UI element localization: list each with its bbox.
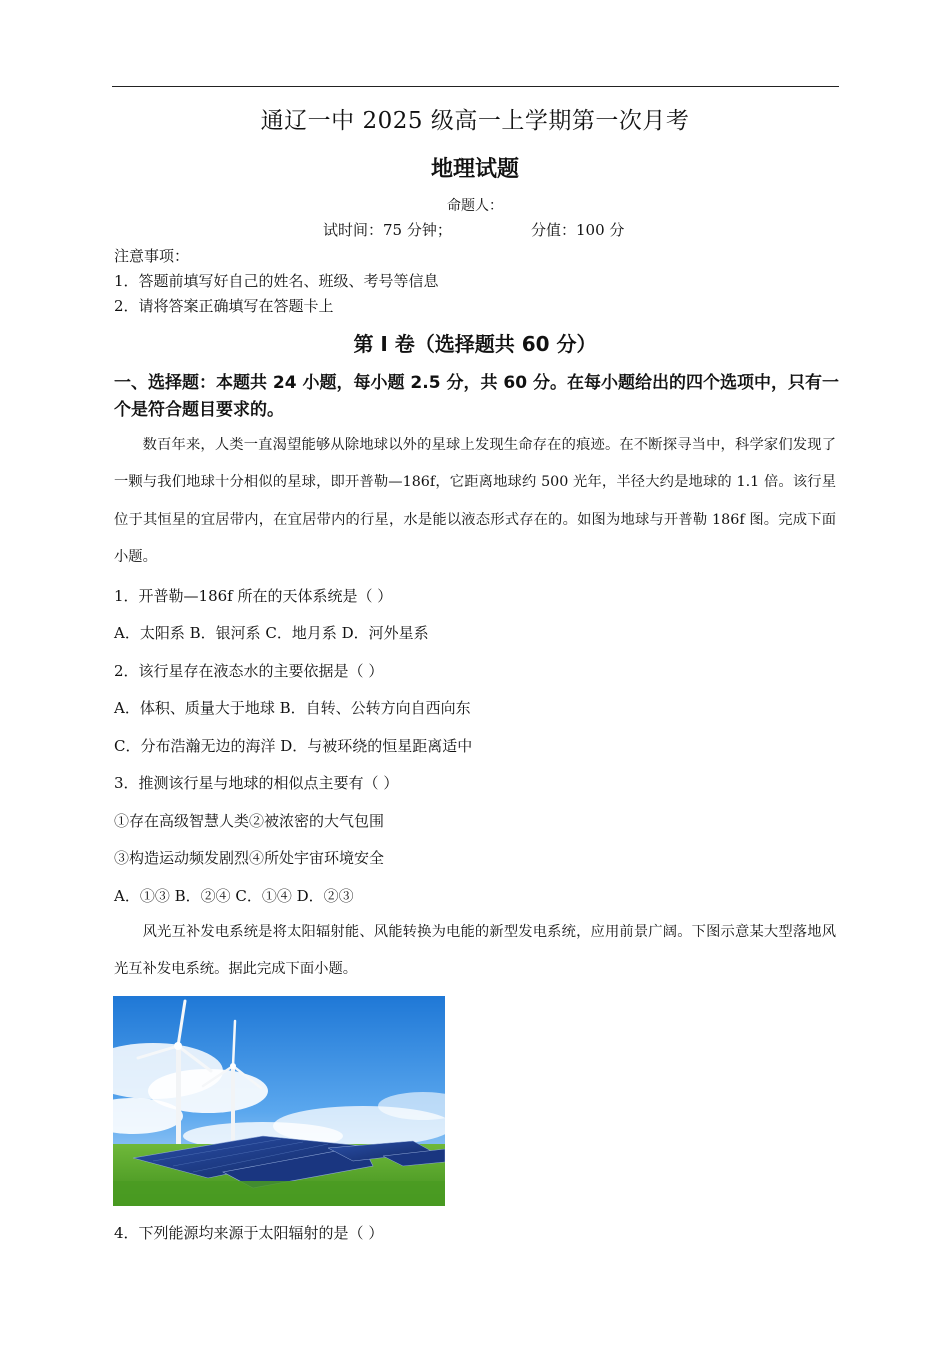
author-label: 命题人： xyxy=(447,198,503,214)
question-3-options: A．①③ B．②④ C．①④ D．②③ xyxy=(114,887,354,905)
question-3-stem: 3．推测该行星与地球的相似点主要有（ ） xyxy=(114,774,399,792)
question-4-stem: 4．下列能源均来源于太阳辐射的是（ ） xyxy=(114,1224,384,1242)
time-label: 试时间：75 分钟； xyxy=(323,221,452,239)
part-title: 第 I 卷（选择题共 60 分） xyxy=(353,332,597,356)
exam-title: 通辽一中 2025 级高一上学期第一次月考 xyxy=(260,108,690,134)
wind-solar-photo-icon xyxy=(113,996,445,1206)
score-label: 分值：100 分 xyxy=(531,221,625,239)
subject-title: 地理试题 xyxy=(430,157,519,182)
note-item: 2．请将答案正确填写在答题卡上 xyxy=(114,297,334,315)
note-item: 1．答题前填写好自己的姓名、班级、考号等信息 xyxy=(114,272,439,290)
question-3-statements: ③构造运动频发剧烈④所处宇宙环境安全 xyxy=(114,849,385,867)
section-heading: 一、选择题：本题共 24 小题，每小题 2.5 分，共 60 分。在每小题给出的四个选项中，只有一个是符合题目要求的。 xyxy=(114,373,839,420)
question-1-options: A．太阳系 B．银河系 C．地月系 D．河外星系 xyxy=(114,624,429,642)
question-2-options: A．体积、质量大于地球 B．自转、公转方向自西向东 xyxy=(114,699,471,717)
header-rule xyxy=(112,86,839,87)
question-2-stem: 2．该行星存在液态水的主要依据是（ ） xyxy=(114,662,384,680)
question-3-statements: ①存在高级智慧人类②被浓密的大气包围 xyxy=(114,812,385,830)
passage-1: 数百年来，人类一直渴望能够从除地球以外的星球上发现生命存在的痕迹。在不断探寻当中，科学家们发现了一颗与我们地球十分相似的星球，即开普勒—186f，它距离地球约 500 光年，半径大约是地球的 1.1 倍。该行星位于其恒星的宜居带内，在宜居带内的行星，水是能以液态形式存在的。如图为地球与开普勒 186f 图。完成下面小题。 xyxy=(114,437,836,565)
question-2-options: C．分布浩瀚无边的海洋 D．与被环绕的恒星距离适中 xyxy=(114,737,473,755)
question-1-stem: 1．开普勒—186f 所在的天体系统是（ ） xyxy=(114,587,393,605)
passage-2: 风光互补发电系统是将太阳辐射能、风能转换为电能的新型发电系统，应用前景广阔。下图示意某大型落地风光互补发电系统。据此完成下面小题。 xyxy=(114,924,836,978)
notes-heading: 注意事项： xyxy=(114,247,190,265)
